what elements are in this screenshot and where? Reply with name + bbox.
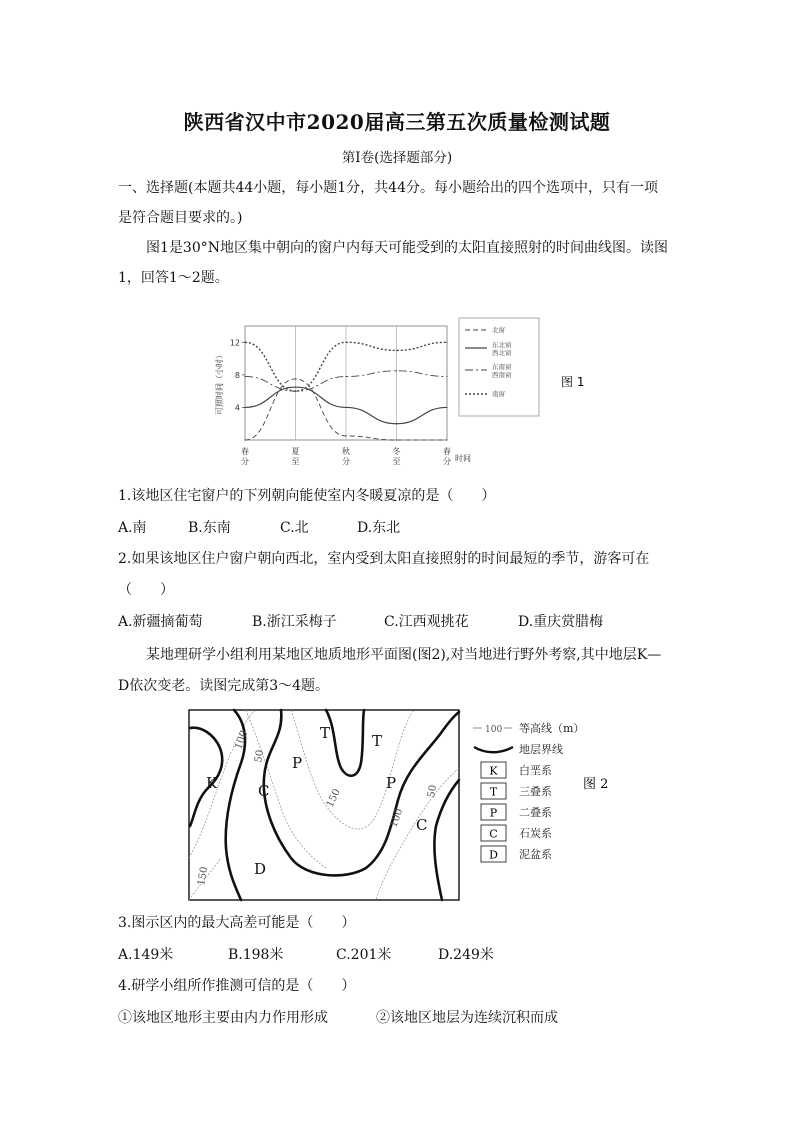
legend-text: 二叠系 (519, 806, 552, 819)
legend-text: 泥盆系 (519, 848, 552, 861)
chart-legend (459, 318, 539, 416)
contour-label: 50 (253, 749, 267, 764)
legend-boundary-swatch (474, 747, 513, 752)
legend-text: 三叠系 (519, 785, 552, 798)
q3-option-d[interactable]: D.249米 (438, 947, 494, 963)
stratum-label: C (416, 816, 428, 834)
q4-option-1[interactable]: ①该地区地形主要由内力作用形成 (118, 1010, 328, 1026)
q1-options (118, 518, 400, 538)
page-title: 陕西省汉中市2020届高三第五次质量检测试题 (183, 110, 611, 134)
data-point (295, 386, 296, 387)
stratum-label: T (372, 732, 383, 750)
q3-option-c[interactable]: C.201米 (336, 947, 392, 963)
x-tick-label: 秋 (342, 447, 350, 456)
x-tick-label: 冬 (392, 447, 401, 456)
q3-option-a[interactable]: A.149米 (118, 947, 174, 963)
stratum-label: C (258, 782, 270, 800)
data-point (244, 439, 245, 440)
figure-2-label: 图 2 (583, 777, 609, 792)
q2-stem-line-2: （ ） (118, 582, 174, 598)
data-point (244, 342, 245, 343)
q1-option-a[interactable]: A.南 (118, 520, 147, 536)
legend-text: 地层界线 (519, 743, 563, 756)
x-tick-label: 至 (392, 457, 401, 466)
fig1-intro-line-1: 图1是30°N地区集中朝向的窗户内每天可能受到的太阳直接照射的时间曲线图。读图 (146, 240, 668, 256)
section-subtitle: 第I卷(选择题部分) (341, 150, 453, 166)
contour-label: 50 (426, 784, 440, 799)
contour-label: 100 (233, 729, 251, 752)
contour-label: 150 (324, 787, 343, 810)
stratum-label: T (320, 724, 331, 742)
section-intro-line-1: 一、选择题(本题共44小题，每小题1分，共44分。每小题给出的四个选项中，只有一项 (118, 180, 658, 196)
x-tick-label: 春 (443, 447, 451, 456)
q3-option-b[interactable]: B.198米 (228, 947, 284, 963)
legend-text: 等高线（m） (519, 722, 585, 735)
x-tick-label: 至 (291, 457, 300, 466)
q4-options (118, 1008, 558, 1028)
stratum-label: P (386, 774, 397, 792)
data-point (396, 439, 397, 440)
q2-option-a[interactable]: A.新疆摘葡萄 (118, 614, 203, 630)
data-point (396, 423, 397, 424)
data-point (396, 350, 397, 351)
contour-label: 100 (388, 807, 406, 830)
data-point (345, 407, 346, 408)
x-axis-label: 时间 (455, 454, 471, 463)
stratum-label: K (206, 774, 218, 792)
q3-options (118, 945, 494, 965)
y-tick-label: 8 (234, 370, 240, 380)
legend-text: 石炭系 (519, 827, 552, 840)
fig1-intro-line-2: 1，回答1～2题。 (118, 270, 229, 286)
data-point (295, 391, 296, 392)
q4-stem: 4.研学小组所作推测可信的是（ ） (118, 978, 356, 994)
x-tick-label: 分 (443, 457, 451, 466)
q2-option-d[interactable]: D.重庆赏腊梅 (518, 614, 604, 630)
data-point (446, 376, 447, 377)
data-point (446, 439, 447, 440)
fig2-intro-line-2: D依次变老。读图完成第3～4题。 (118, 678, 330, 694)
legend-label: 东北窗 (492, 341, 512, 349)
y-axis-label: 可照时间（小时） (215, 351, 224, 415)
section-intro-line-2: 是符合题目要求的。) (118, 210, 243, 226)
legend-stratum-symbol: T (489, 785, 498, 799)
data-point (244, 376, 245, 377)
q2-options (118, 612, 603, 632)
data-point (446, 342, 447, 343)
stratum-label: P (292, 754, 303, 772)
x-tick-label: 春 (241, 447, 249, 456)
q2-option-c[interactable]: C.江西观挑花 (384, 614, 469, 630)
legend-stratum-symbol: P (489, 806, 498, 820)
figure-2-geologic-map (186, 708, 626, 903)
legend-label: 西南窗 (492, 371, 512, 379)
q1-option-d[interactable]: D.东北 (357, 520, 401, 536)
x-tick-label: 分 (342, 457, 350, 466)
q3-stem: 3.图示区内的最大高差可能是（ ） (118, 915, 356, 931)
data-point (295, 378, 296, 379)
q2-option-b[interactable]: B.浙江采梅子 (252, 614, 337, 630)
legend-contour-value: 100 (485, 725, 503, 735)
legend-label: 西北窗 (492, 349, 512, 357)
q1-stem: 1.该地区住宅窗户的下列朝向能使室内冬暖夏凉的是（ ） (118, 488, 496, 504)
figure-1-chart (215, 318, 605, 473)
q1-option-b[interactable]: B.东南 (188, 520, 231, 536)
data-point (345, 435, 346, 436)
data-point (244, 407, 245, 408)
legend-stratum-symbol: C (489, 827, 498, 841)
y-tick-label: 4 (234, 403, 240, 413)
fig2-intro-line-1: 某地理研学小组利用某地区地质地形平面图(图2),对当地进行野外考察,其中地层K— (146, 647, 662, 663)
data-point (396, 370, 397, 371)
data-point (446, 407, 447, 408)
y-tick-label: 12 (229, 338, 240, 348)
legend-text: 白垩系 (519, 764, 552, 777)
x-tick-label: 分 (241, 457, 249, 466)
q1-option-c[interactable]: C.北 (280, 520, 309, 536)
legend-label: 北窗 (492, 326, 505, 334)
contour-label: 150 (196, 865, 211, 887)
data-point (345, 376, 346, 377)
q4-option-2[interactable]: ②该地区地层为连续沉积而成 (376, 1010, 558, 1026)
legend-label: 南窗 (492, 390, 505, 398)
q2-stem-line-1: 2.如果该地区住户窗户朝向西北，室内受到太阳直接照射的时间最短的季节，游客可在 (118, 551, 650, 567)
legend-stratum-symbol: D (489, 848, 498, 862)
legend-stratum-symbol: K (489, 764, 498, 778)
data-point (345, 342, 346, 343)
map-legend (473, 721, 584, 862)
chart-title: 图 1 (561, 375, 585, 389)
stratum-label: D (254, 860, 267, 878)
x-tick-label: 夏 (291, 447, 300, 456)
legend-label: 东南窗 (492, 363, 512, 371)
